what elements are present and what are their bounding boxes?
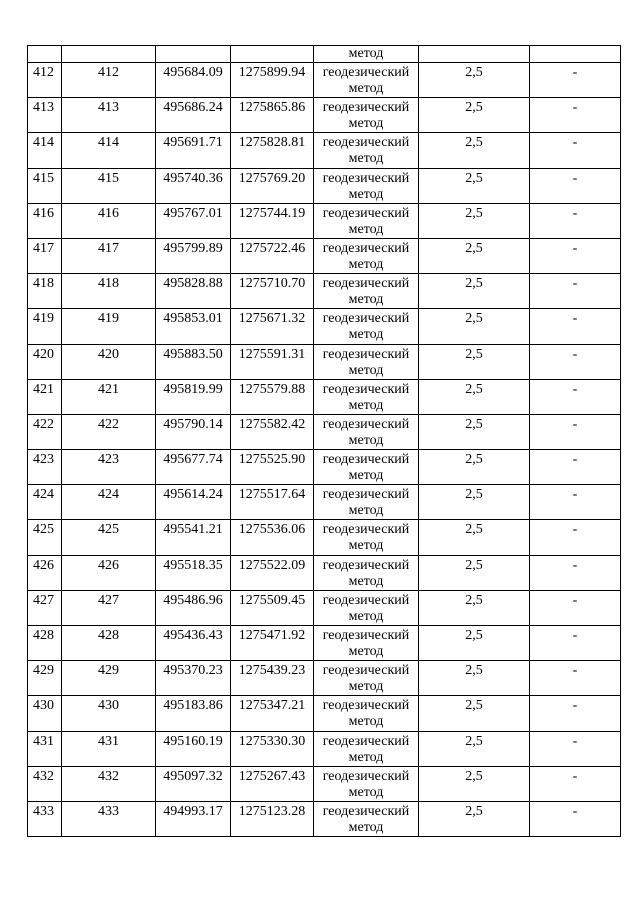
method-line-1: геодезический — [322, 768, 410, 784]
table-row — [28, 238, 621, 273]
cell-point-number-2: 431 — [62, 731, 156, 766]
cell-y-coordinate: 1275522.09 — [231, 555, 314, 590]
cell-point-number: 427 — [28, 590, 62, 625]
method-line-1: геодезический — [322, 100, 410, 116]
table-row — [28, 485, 621, 520]
cell-point-number: 429 — [28, 661, 62, 696]
method-line-2: метод — [348, 538, 384, 554]
cell-y-coordinate: 1275471.92 — [231, 626, 314, 661]
cell-y-coordinate: 1275591.31 — [231, 344, 314, 379]
cell-point-number-2: 432 — [62, 766, 156, 801]
cell-accuracy: 2,5 — [419, 344, 530, 379]
method-line-2: метод — [348, 784, 384, 800]
table-row — [28, 309, 621, 344]
method-line-1: геодезический — [322, 65, 410, 80]
cell-note: - — [530, 485, 621, 520]
cell-point-number-2 — [62, 46, 156, 63]
cell-method — [314, 661, 419, 696]
cell-method — [314, 450, 419, 485]
continuation-row — [28, 46, 621, 63]
cell-y-coordinate: 1275536.06 — [231, 520, 314, 555]
method-line-2: метод — [348, 819, 384, 835]
method-line-1: геодезический — [322, 205, 410, 221]
method-line-1: геодезический — [322, 311, 410, 327]
cell-point-number: 432 — [28, 766, 62, 801]
cell-point-number: 424 — [28, 485, 62, 520]
table-row — [28, 696, 621, 731]
cell-point-number-2: 425 — [62, 520, 156, 555]
cell-method — [314, 485, 419, 520]
table-row — [28, 766, 621, 801]
cell-point-number: 418 — [28, 274, 62, 309]
table-row — [28, 414, 621, 449]
cell-x-coordinate: 495614.24 — [156, 485, 231, 520]
cell-x-coordinate: 495740.36 — [156, 168, 231, 203]
cell-x-coordinate — [156, 46, 231, 63]
method-line-1: геодезический — [322, 663, 410, 679]
cell-y-coordinate: 1275525.90 — [231, 450, 314, 485]
method-line-2: метод — [348, 362, 384, 378]
cell-note: - — [530, 696, 621, 731]
cell-accuracy — [419, 46, 530, 63]
cell-note: - — [530, 98, 621, 133]
cell-point-number: 419 — [28, 309, 62, 344]
cell-note: - — [530, 801, 621, 836]
cell-point-number: 426 — [28, 555, 62, 590]
cell-method — [314, 168, 419, 203]
method-line-2: метод — [348, 186, 384, 202]
cell-method — [314, 379, 419, 414]
cell-y-coordinate — [231, 46, 314, 63]
cell-y-coordinate: 1275722.46 — [231, 238, 314, 273]
cell-point-number — [28, 46, 62, 63]
cell-note: - — [530, 133, 621, 168]
cell-note: - — [530, 520, 621, 555]
table-row — [28, 520, 621, 555]
table-row — [28, 626, 621, 661]
cell-point-number-2: 412 — [62, 63, 156, 98]
cell-point-number-2: 424 — [62, 485, 156, 520]
method-line-1: геодезический — [322, 733, 410, 749]
cell-method — [314, 63, 419, 98]
cell-x-coordinate: 495160.19 — [156, 731, 231, 766]
cell-note: - — [530, 661, 621, 696]
method-line-1: геодезический — [322, 452, 410, 468]
cell-accuracy: 2,5 — [419, 203, 530, 238]
cell-x-coordinate: 495684.09 — [156, 63, 231, 98]
table-row — [28, 661, 621, 696]
cell-method — [314, 98, 419, 133]
cell-method — [314, 238, 419, 273]
cell-note: - — [530, 203, 621, 238]
cell-y-coordinate: 1275579.88 — [231, 379, 314, 414]
cell-accuracy: 2,5 — [419, 450, 530, 485]
cell-y-coordinate: 1275769.20 — [231, 168, 314, 203]
method-line-1: геодезический — [322, 135, 410, 151]
cell-accuracy: 2,5 — [419, 274, 530, 309]
method-line-2: метод — [348, 397, 384, 413]
method-line-2: метод — [348, 256, 384, 272]
cell-accuracy: 2,5 — [419, 414, 530, 449]
cell-accuracy: 2,5 — [419, 238, 530, 273]
cell-point-number-2: 422 — [62, 414, 156, 449]
table-row — [28, 555, 621, 590]
method-line-2: метод — [348, 327, 384, 343]
cell-point-number: 417 — [28, 238, 62, 273]
cell-accuracy: 2,5 — [419, 555, 530, 590]
cell-point-number-2: 429 — [62, 661, 156, 696]
cell-x-coordinate: 495541.21 — [156, 520, 231, 555]
cell-accuracy: 2,5 — [419, 485, 530, 520]
method-line-2: метод — [348, 221, 384, 237]
method-line-2: метод — [348, 714, 384, 730]
method-line-2: метод — [348, 644, 384, 659]
cell-x-coordinate: 495486.96 — [156, 590, 231, 625]
method-line-1: геодезический — [322, 487, 410, 503]
cell-y-coordinate: 1275828.81 — [231, 133, 314, 168]
cell-point-number-2: 430 — [62, 696, 156, 731]
cell-note: - — [530, 590, 621, 625]
cell-point-number: 420 — [28, 344, 62, 379]
cell-x-coordinate: 495370.23 — [156, 661, 231, 696]
cell-method — [314, 731, 419, 766]
cell-x-coordinate: 495691.71 — [156, 133, 231, 168]
cell-accuracy: 2,5 — [419, 801, 530, 836]
cell-note: - — [530, 274, 621, 309]
method-line-1: геодезический — [322, 346, 410, 362]
cell-point-number-2: 416 — [62, 203, 156, 238]
method-line-1: геодезический — [322, 381, 410, 397]
cell-x-coordinate: 495686.24 — [156, 98, 231, 133]
table-row — [28, 450, 621, 485]
cell-accuracy: 2,5 — [419, 309, 530, 344]
cell-point-number: 425 — [28, 520, 62, 555]
cell-point-number: 422 — [28, 414, 62, 449]
cell-point-number-2: 415 — [62, 168, 156, 203]
cell-x-coordinate: 495677.74 — [156, 450, 231, 485]
cell-point-number: 412 — [28, 63, 62, 98]
cell-point-number: 414 — [28, 133, 62, 168]
cell-accuracy: 2,5 — [419, 168, 530, 203]
cell-y-coordinate: 1275347.21 — [231, 696, 314, 731]
cell-note — [530, 46, 621, 63]
cell-note: - — [530, 414, 621, 449]
cell-method — [314, 203, 419, 238]
cell-y-coordinate: 1275744.19 — [231, 203, 314, 238]
cell-y-coordinate: 1275330.30 — [231, 731, 314, 766]
cell-note: - — [530, 379, 621, 414]
cell-point-number-2: 413 — [62, 98, 156, 133]
cell-accuracy: 2,5 — [419, 133, 530, 168]
method-line-2: метод — [348, 116, 384, 132]
cell-method — [314, 626, 419, 661]
cell-x-coordinate: 495097.32 — [156, 766, 231, 801]
cell-y-coordinate: 1275123.28 — [231, 801, 314, 836]
method-line-2: метод — [348, 292, 384, 308]
method-line-2: метод — [348, 679, 384, 695]
cell-y-coordinate: 1275267.43 — [231, 766, 314, 801]
table-row — [28, 133, 621, 168]
method-line-1: геодезический — [322, 698, 410, 714]
cell-y-coordinate: 1275509.45 — [231, 590, 314, 625]
cell-point-number-2: 420 — [62, 344, 156, 379]
cell-method — [314, 801, 419, 836]
cell-accuracy: 2,5 — [419, 731, 530, 766]
method-line-2: метод — [348, 749, 384, 765]
cell-point-number: 413 — [28, 98, 62, 133]
table-row — [28, 168, 621, 203]
cell-y-coordinate: 1275439.23 — [231, 661, 314, 696]
method-line-2: метод — [348, 81, 384, 96]
cell-note: - — [530, 168, 621, 203]
cell-note: - — [530, 450, 621, 485]
cell-accuracy: 2,5 — [419, 696, 530, 731]
cell-point-number-2: 427 — [62, 590, 156, 625]
cell-accuracy: 2,5 — [419, 766, 530, 801]
method-line-1: геодезический — [322, 522, 410, 538]
cell-method — [314, 555, 419, 590]
cell-accuracy: 2,5 — [419, 520, 530, 555]
cell-x-coordinate: 495767.01 — [156, 203, 231, 238]
cell-method — [314, 414, 419, 449]
cell-accuracy: 2,5 — [419, 661, 530, 696]
cell-point-number: 433 — [28, 801, 62, 836]
cell-x-coordinate: 494993.17 — [156, 801, 231, 836]
cell-accuracy: 2,5 — [419, 98, 530, 133]
table-row — [28, 344, 621, 379]
cell-x-coordinate: 495853.01 — [156, 309, 231, 344]
cell-accuracy: 2,5 — [419, 590, 530, 625]
cell-point-number-2: 419 — [62, 309, 156, 344]
method-line-1: геодезический — [322, 557, 410, 573]
method-line-2: метод — [348, 151, 384, 167]
cell-method: метод — [314, 46, 419, 63]
cell-point-number: 430 — [28, 696, 62, 731]
cell-y-coordinate: 1275671.32 — [231, 309, 314, 344]
cell-method — [314, 344, 419, 379]
cell-point-number: 415 — [28, 168, 62, 203]
cell-x-coordinate: 495436.43 — [156, 626, 231, 661]
cell-y-coordinate: 1275710.70 — [231, 274, 314, 309]
cell-point-number: 423 — [28, 450, 62, 485]
cell-note: - — [530, 238, 621, 273]
method-line-2: метод — [348, 432, 384, 448]
cell-method — [314, 766, 419, 801]
cell-accuracy: 2,5 — [419, 63, 530, 98]
table-row — [28, 274, 621, 309]
cell-note: - — [530, 309, 621, 344]
table-row — [28, 98, 621, 133]
table-row — [28, 590, 621, 625]
cell-point-number-2: 428 — [62, 626, 156, 661]
cell-note: - — [530, 555, 621, 590]
method-line-2: метод — [348, 468, 384, 484]
method-line-1: геодезический — [322, 592, 410, 608]
cell-point-number-2: 414 — [62, 133, 156, 168]
table-row — [28, 63, 621, 98]
cell-method — [314, 133, 419, 168]
cell-point-number: 416 — [28, 203, 62, 238]
cell-point-number: 428 — [28, 626, 62, 661]
cell-point-number-2: 433 — [62, 801, 156, 836]
coordinates-table — [27, 45, 621, 837]
cell-accuracy: 2,5 — [419, 379, 530, 414]
cell-x-coordinate: 495819.99 — [156, 379, 231, 414]
cell-point-number-2: 426 — [62, 555, 156, 590]
cell-method — [314, 590, 419, 625]
cell-point-number: 431 — [28, 731, 62, 766]
method-line-1: геодезический — [322, 416, 410, 432]
method-line-1: геодезический — [322, 240, 410, 256]
cell-x-coordinate: 495790.14 — [156, 414, 231, 449]
cell-y-coordinate: 1275517.64 — [231, 485, 314, 520]
cell-note: - — [530, 626, 621, 661]
cell-y-coordinate: 1275865.86 — [231, 98, 314, 133]
cell-x-coordinate: 495828.88 — [156, 274, 231, 309]
cell-x-coordinate: 495799.89 — [156, 238, 231, 273]
cell-y-coordinate: 1275899.94 — [231, 63, 314, 98]
cell-point-number-2: 423 — [62, 450, 156, 485]
cell-method — [314, 274, 419, 309]
cell-x-coordinate: 495183.86 — [156, 696, 231, 731]
cell-note: - — [530, 344, 621, 379]
cell-note: - — [530, 731, 621, 766]
cell-note: - — [530, 766, 621, 801]
cell-point-number-2: 417 — [62, 238, 156, 273]
table-row — [28, 731, 621, 766]
method-line-1: геодезический — [322, 803, 410, 819]
table-row — [28, 379, 621, 414]
method-line-1: геодезический — [322, 628, 410, 643]
method-line-1: геодезический — [322, 170, 410, 186]
cell-x-coordinate: 495518.35 — [156, 555, 231, 590]
method-line-1: геодезический — [322, 276, 410, 292]
cell-note: - — [530, 63, 621, 98]
table-row — [28, 801, 621, 836]
cell-method — [314, 520, 419, 555]
table-row — [28, 203, 621, 238]
method-line-2: метод — [348, 503, 384, 519]
cell-accuracy: 2,5 — [419, 626, 530, 661]
cell-point-number: 421 — [28, 379, 62, 414]
cell-method — [314, 309, 419, 344]
cell-point-number-2: 418 — [62, 274, 156, 309]
method-line-2: метод — [348, 573, 384, 589]
table-body — [28, 46, 621, 837]
method-line-2: метод — [348, 608, 384, 624]
cell-x-coordinate: 495883.50 — [156, 344, 231, 379]
cell-y-coordinate: 1275582.42 — [231, 414, 314, 449]
cell-point-number-2: 421 — [62, 379, 156, 414]
cell-method — [314, 696, 419, 731]
